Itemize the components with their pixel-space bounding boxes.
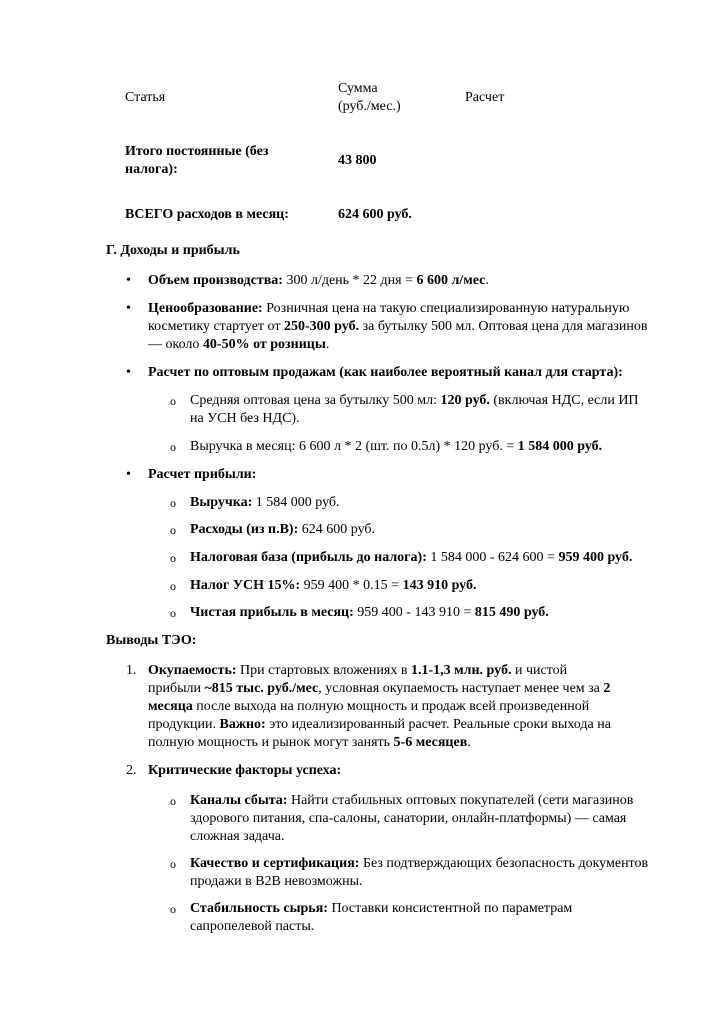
list-item-pricing: Ценообразование: Розничная цена на такую специализированную натуральную косметику стартует от 250-300 руб. за бутылку 500 мл. Оптовая цена для магазинов — около 40-50% от розницы. bbox=[148, 301, 648, 352]
header-sum: Сумма (руб./мес.) bbox=[338, 81, 401, 114]
list-item-profit-tax: Налог УСН 15%: 959 400 * 0.15 = 143 910 руб. bbox=[190, 578, 477, 593]
list-item-revenue: Выручка в месяц: 6 600 л * 2 (шт. по 0.5л) * 120 руб. = 1 584 000 руб. bbox=[190, 439, 603, 454]
sub-bullet-icon: o bbox=[170, 496, 176, 510]
row-total-label: ВСЕГО расходов в месяц: bbox=[125, 207, 289, 222]
sub-bullet-icon: o bbox=[170, 794, 176, 808]
list-item-profit-revenue: Выручка: 1 584 000 руб. bbox=[190, 495, 340, 510]
list-number: 2. bbox=[126, 763, 137, 778]
sub-bullet-icon: o bbox=[170, 551, 176, 565]
sub-bullet-icon: o bbox=[170, 579, 176, 593]
list-item-raw-material: Стабильность сырья: Поставки консистентной по параметрам сапропелевой пасты. bbox=[190, 901, 573, 934]
list-item-success-factors: Критические факторы успеха: bbox=[148, 763, 342, 778]
sub-bullet-icon: o bbox=[170, 394, 176, 408]
sub-bullet-icon: o bbox=[170, 857, 176, 871]
list-item-profit-taxbase: Налоговая база (прибыль до налога): 1 584 000 - 624 600 = 959 400 руб. bbox=[190, 550, 633, 565]
sub-bullet-icon: o bbox=[170, 440, 176, 454]
list-item-sales-channels: Каналы сбыта: Найти стабильных оптовых покупателей (сети магазинов здорового питания, спа-салоны, санатории, онлайн-платформы) — самая сложная задача. bbox=[190, 793, 634, 844]
bullet-icon: • bbox=[126, 467, 131, 482]
list-item-profit-net: Чистая прибыль в месяц: 959 400 - 143 910 = 815 490 руб. bbox=[190, 605, 549, 620]
row-total-value: 624 600 руб. bbox=[338, 207, 412, 222]
list-item-production: Объем производства: 300 л/день * 22 дня = 6 600 л/мес. bbox=[148, 273, 489, 288]
row-fixed-label: Итого постоянные (без налога): bbox=[125, 144, 269, 177]
list-number: 1. bbox=[126, 663, 137, 678]
section-title-income: Г. Доходы и прибыль bbox=[106, 243, 240, 258]
bullet-icon: • bbox=[126, 365, 131, 380]
row-fixed-value: 43 800 bbox=[338, 153, 377, 168]
list-item-profit: Расчет прибыли: bbox=[148, 467, 257, 482]
sub-bullet-icon: o bbox=[170, 902, 176, 916]
list-item-quality: Качество и сертификация: Без подтверждающих безопасность документов продажи в B2B невозможны. bbox=[190, 856, 649, 889]
list-item-wholesale: Расчет по оптовым продажам (как наиболее вероятный канал для старта): bbox=[148, 365, 623, 380]
list-item-profit-expenses: Расходы (из п.В): 624 600 руб. bbox=[190, 522, 376, 537]
bullet-icon: • bbox=[126, 273, 131, 288]
sub-bullet-icon: o bbox=[170, 606, 176, 620]
header-article: Статья bbox=[125, 90, 166, 105]
sub-bullet-icon: o bbox=[170, 523, 176, 537]
header-calc: Расчет bbox=[465, 90, 505, 105]
list-item-avg-price: Средняя оптовая цена за бутылку 500 мл: 120 руб. (включая НДС, если ИП на УСН без НДС). bbox=[190, 393, 639, 426]
section-title-conclusions: Выводы ТЭО: bbox=[106, 633, 197, 648]
list-item-payback: Окупаемость: При стартовых вложениях в 1.1-1,3 млн. руб. и чистой прибыли ~815 тыс. руб./мес, условная окупаемость наступает менее чем за 2 месяца после выхода на полную мощность и продаж всей произведенной продукции. Важно: это идеализированный расчет. Реальные сроки выхода на полную мощность и рынок могут занять 5-6 месяцев. bbox=[148, 663, 611, 750]
bullet-icon: • bbox=[126, 301, 131, 316]
